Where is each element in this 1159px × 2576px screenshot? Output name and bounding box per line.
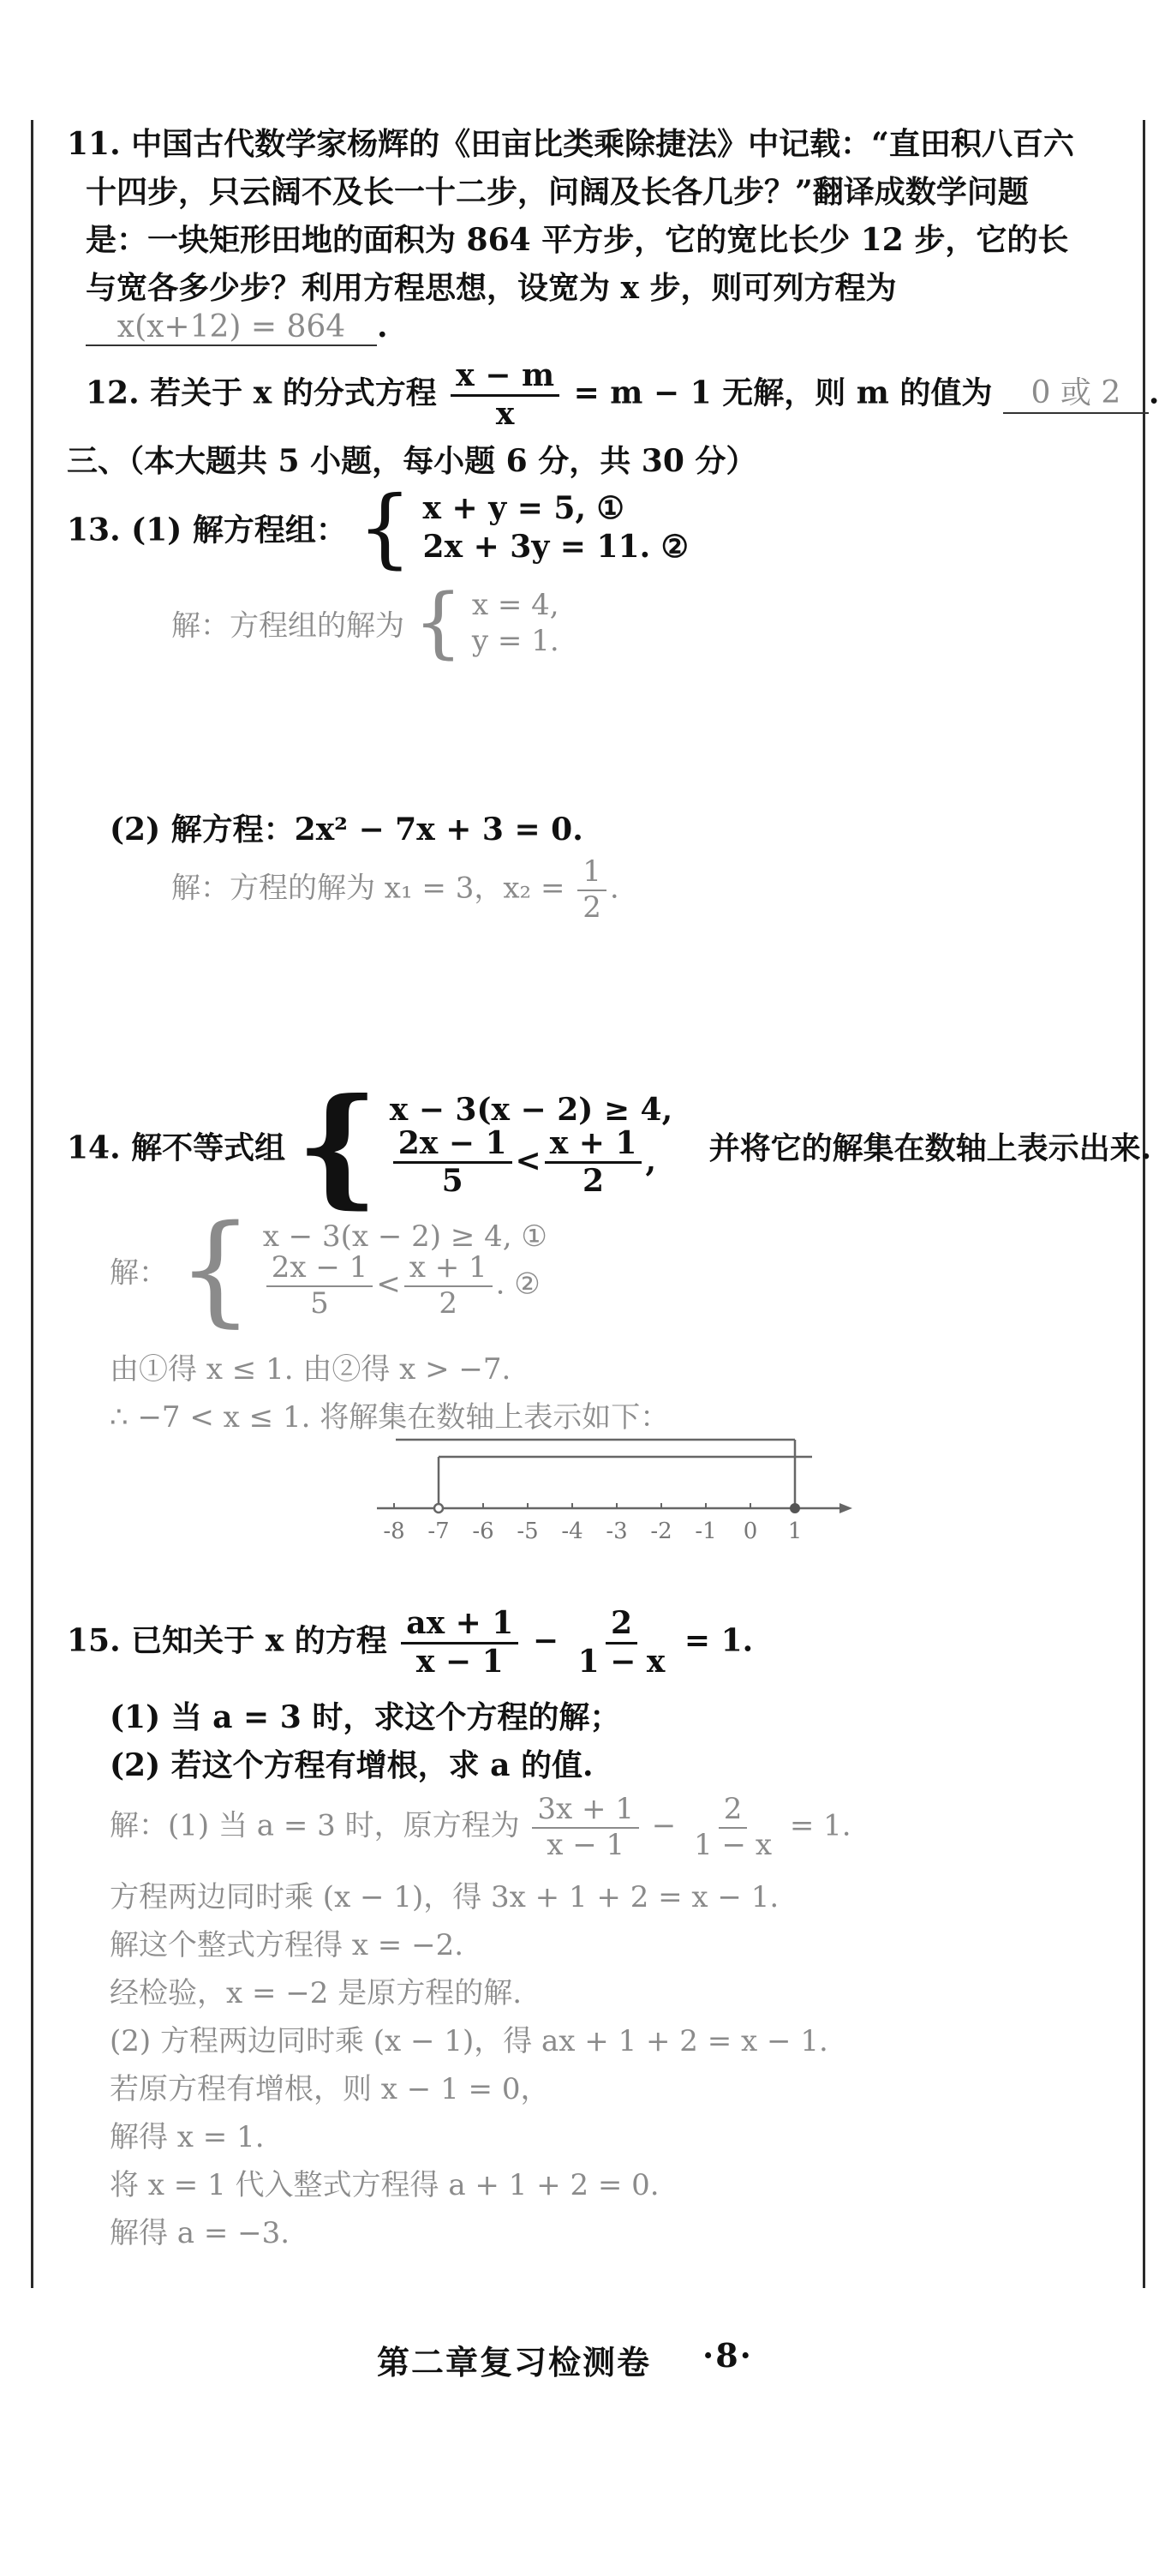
q15-question: 15. 已知关于 x 的方程 $\frac{ax + 1}{x - 1}$ − $\frac{2}{1 - x}$ = 1. xyxy=(67,1605,754,1680)
q14-question: 14. 解不等式组 { x − 3(x − 2) ≥ 4, $\frac{2x - 1}{5}$ < $\frac{x + 1}{2}$ , 并将它的解集在数轴上表示出来. xyxy=(67,1070,1152,1221)
number-line-arrow xyxy=(839,1503,852,1513)
q12-line: 12. 若关于 x 的分式方程 $\frac{x - m}{x}$ = m − 1 无解，则 m 的值为 0 或 2 . xyxy=(86,357,1159,432)
tick-label-3: -5 xyxy=(517,1519,539,1544)
q14-solution-system: 解： { x − 3(x − 2) ≥ 4, ① $\frac{2x - 1}{5}$ < $\frac{x + 1}{2}$ . ② xyxy=(110,1200,547,1339)
q15-step6: 若原方程有增根，则 x − 1 = 0， xyxy=(110,2072,550,2106)
q13-part2: (2) 解方程：2x² − 7x + 3 = 0. xyxy=(110,812,583,848)
tick-label-4: -4 xyxy=(561,1519,583,1544)
q11-line4: 与宽各多少步？利用方程思想，设宽为 x 步，则可列方程为 xyxy=(86,270,897,306)
tick-label-5: -3 xyxy=(606,1519,628,1544)
q15-part1: (1) 当 a = 3 时，求这个方程的解； xyxy=(110,1699,621,1735)
left-border xyxy=(31,120,33,2288)
q15-step2: 方程两边同时乘 (x − 1)，得 3x + 1 + 2 = x − 1. xyxy=(110,1880,780,1914)
q14-number-line xyxy=(360,1414,857,1543)
q11-answer-line: x(x+12) = 864 . xyxy=(86,309,388,346)
tick-label-0: -8 xyxy=(383,1519,405,1544)
q15-step3: 解这个整式方程得 x = −2. xyxy=(110,1928,464,1962)
tick-label-2: -6 xyxy=(472,1519,494,1544)
q14-step2: ∴ −7 < x ≤ 1. 将解集在数轴上表示如下： xyxy=(110,1400,670,1435)
tick-label-8: 0 xyxy=(743,1519,758,1544)
q13-solution2: 解：方程的解为 x₁ = 3，x₂ = $\frac{1}{2}$ . xyxy=(171,854,619,925)
q15-part2: (2) 若这个方程有增根，求 a 的值. xyxy=(110,1747,594,1783)
q15-step7: 解得 x = 1. xyxy=(110,2120,265,2154)
q13-part1: 13. (1) 解方程组： { x + y = 5, ① 2x + 3y = 11. ② xyxy=(67,477,689,578)
tick-label-7: -1 xyxy=(695,1519,717,1544)
tick-label-9: 1 xyxy=(787,1519,803,1544)
q12-answer-blank: 0 或 2 xyxy=(1003,368,1149,414)
footer-title: 第二章复习检测卷 xyxy=(377,2343,652,2381)
q15-step8: 将 x = 1 代入整式方程得 a + 1 + 2 = 0. xyxy=(110,2168,660,2202)
q15-solution1: 解：(1) 当 a = 3 时，原方程为 $\frac{3x + 1}{x - 1}$ − $\frac{2}{1 - x}$ = 1. xyxy=(110,1792,851,1862)
q11-line1: 11. 中国古代数学家杨辉的《田亩比类乘除捷法》中记载：“直田积八百六 xyxy=(67,126,1074,162)
q11-line2: 十四步，只云阔不及长一十二步，问阔及长各几步？”翻译成数学问题 xyxy=(86,174,1029,210)
footer-page-number: ·8· xyxy=(702,2336,753,2375)
q14-system: x − 3(x − 2) ≥ 4, $\frac{2x - 1}{5}$ < $\frac{x + 1}{2}$ , xyxy=(389,1091,673,1200)
tick-label-1: -7 xyxy=(427,1519,450,1544)
q15-step9: 解得 a = −3. xyxy=(110,2216,290,2250)
q11-answer-blank: x(x+12) = 864 xyxy=(86,309,377,346)
closed-endpoint xyxy=(790,1503,800,1513)
open-endpoint xyxy=(434,1504,443,1513)
q14-step1: 由①得 x ≤ 1. 由②得 x > −7. xyxy=(110,1352,511,1387)
q13-system-brace: { xyxy=(357,477,412,578)
q11-line3: 是：一块矩形田地的面积为 864 平方步，它的宽比长少 12 步，它的长 xyxy=(86,222,1069,258)
tick-label-6: -2 xyxy=(650,1519,672,1544)
q13-solution1: 解：方程组的解为 { x = 4, y = 1. xyxy=(171,578,559,668)
q15-step4: 经检验，x = −2 是原方程的解. xyxy=(110,1976,523,2010)
q13-system: x + y = 5, ① 2x + 3y = 11. ② xyxy=(422,490,689,565)
section3-title: 三、（本大题共 5 小题，每小题 6 分，共 30 分） xyxy=(67,443,757,479)
q12-fraction: $\frac{x - m}{x}$ xyxy=(451,360,559,431)
q15-step5: (2) 方程两边同时乘 (x − 1)，得 ax + 1 + 2 = x − 1. xyxy=(110,2024,828,2058)
